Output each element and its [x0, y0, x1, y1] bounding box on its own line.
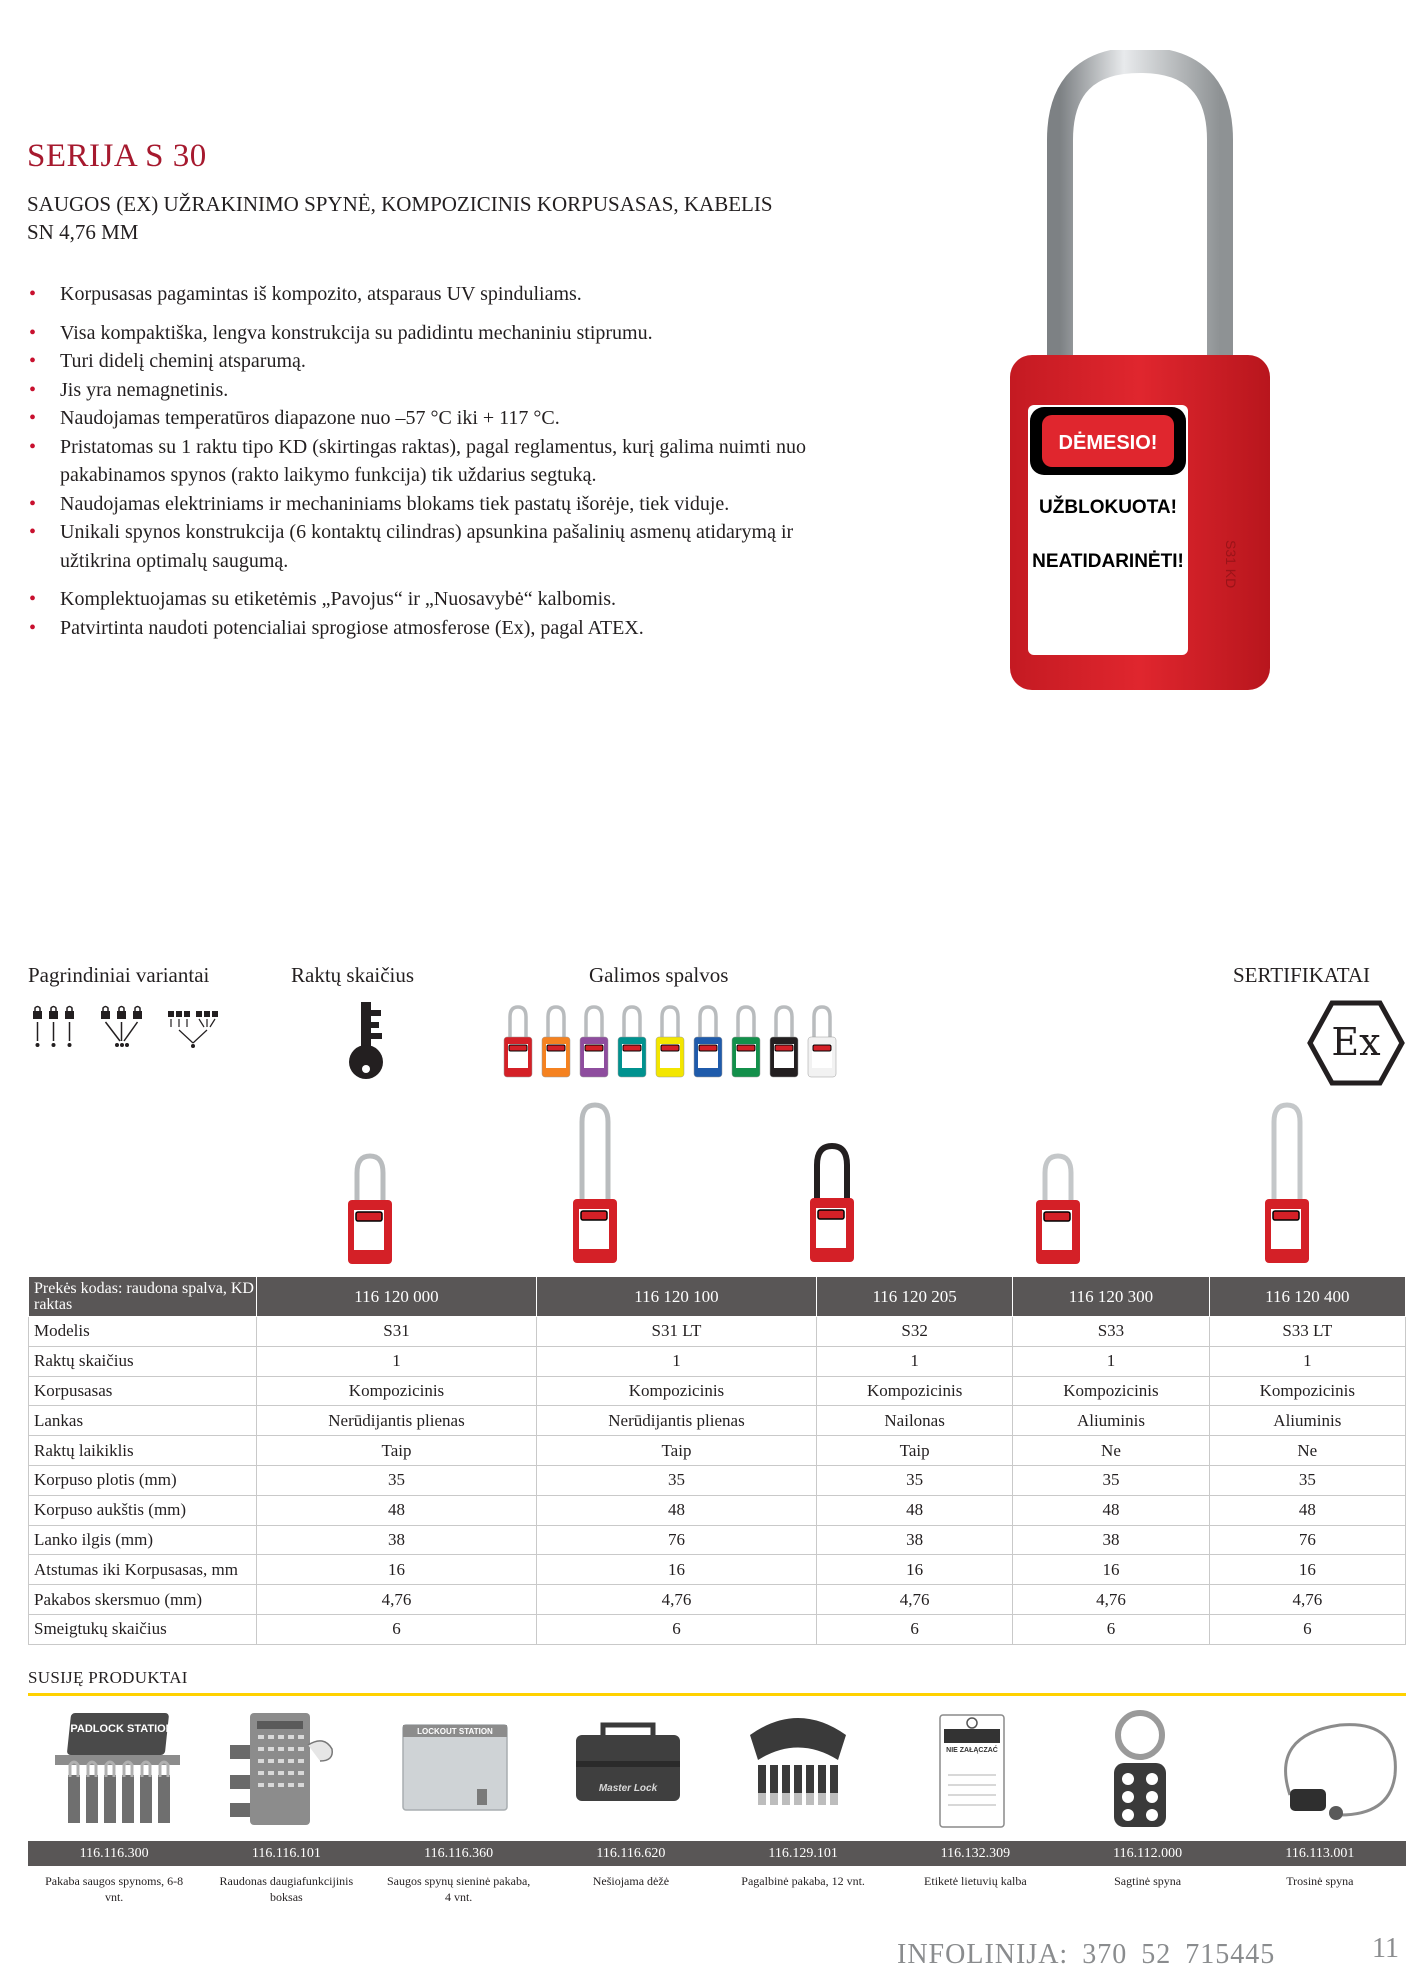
table-cell: 1 [1013, 1346, 1209, 1376]
table-header-row [29, 1277, 1406, 1317]
table-cell: Nerūdijantis plienas [257, 1406, 537, 1436]
table-cell: 6 [816, 1614, 1012, 1644]
feature-item: • Jis yra nemagnetinis. [27, 376, 827, 405]
table-cell: 6 [1209, 1614, 1405, 1644]
row-label: Korpuso aukštis (mm) [29, 1495, 257, 1525]
svg-text:Ex: Ex [1331, 1020, 1381, 1064]
related-img-text: Master Lock [598, 1783, 658, 1794]
product-code: 116 120 205 [816, 1277, 1012, 1317]
feature-item: • Naudojamas temperatūros diapazone nuo –57 °C iki + 117 °C. [27, 404, 827, 433]
table-cell: Kompozicinis [536, 1376, 816, 1406]
table-cell: 76 [1209, 1525, 1405, 1555]
table-cell: 76 [536, 1525, 816, 1555]
variants-heading: Pagrindiniai variantai [28, 963, 210, 987]
product-code: 116 120 000 [257, 1277, 537, 1317]
table-cell: S31 LT [536, 1317, 816, 1347]
feature-item: • Visa kompaktiška, lengva konstrukcija su padidintu mechaniniu stiprumu. [27, 319, 827, 348]
master-keyed-icon [166, 1005, 220, 1049]
table-cell: 6 [257, 1614, 537, 1644]
hero-side-text: S31 KD [1223, 540, 1239, 589]
related-code: 116.129.101 [768, 1846, 838, 1861]
color-swatch-padlock [654, 1003, 686, 1079]
table-cell: Taip [536, 1436, 816, 1466]
related-code: 116.113.001 [1285, 1846, 1355, 1861]
related-code: 116.116.620 [596, 1846, 666, 1861]
table-cell: 16 [257, 1555, 537, 1585]
color-swatch-padlock [730, 1003, 762, 1079]
table-cell: Nailonas [816, 1406, 1012, 1436]
table-row [29, 1614, 1406, 1644]
product-code: 116 120 300 [1013, 1277, 1209, 1317]
row-label: Pakabos skersmuo (mm) [29, 1585, 257, 1615]
portable-box-image [568, 1705, 688, 1825]
table-cell: 16 [536, 1555, 816, 1585]
related-code: 116.116.300 [79, 1846, 149, 1861]
related-img-text: NIE ZAŁĄCZAĆ [946, 1747, 998, 1754]
related-caption: Trosinė spyna [1286, 1874, 1354, 1888]
lock-thumb-s33-lt [1262, 1097, 1312, 1268]
related-codes-bar [28, 1841, 1406, 1866]
table-cell: 35 [536, 1465, 816, 1495]
table-cell: 48 [816, 1495, 1012, 1525]
related-divider [28, 1693, 1406, 1696]
related-caption: Pagalbinė pakaba, 12 vnt. [741, 1874, 865, 1888]
table-cell: Kompozicinis [816, 1376, 1012, 1406]
feature-list [27, 280, 827, 642]
table-row [29, 1465, 1406, 1495]
lock-thumb-s31 [345, 1148, 395, 1268]
color-swatch-padlock [768, 1003, 800, 1079]
table-cell: 4,76 [257, 1585, 537, 1615]
feature-item: • Unikali spynos konstrukcija (6 kontaktų cilindras) apsunkina pašalinių asmenų atidarymą ir užtikrina optimalų saugumą. [27, 518, 827, 575]
table-cell: S31 [257, 1317, 537, 1347]
table-cell: 48 [1013, 1495, 1209, 1525]
related-code: 116.112.000 [1113, 1846, 1183, 1861]
hero-danger-text: DĖMESIO! [1058, 432, 1158, 454]
row-label: Korpusasas [29, 1376, 257, 1406]
variants-icons [30, 1005, 220, 1049]
spec-table [28, 1276, 1406, 1645]
table-cell: Aliuminis [1209, 1406, 1405, 1436]
key-icon [348, 1000, 390, 1080]
related-caption: Saugos spynų sieninė pakaba, 4 vnt. [386, 1874, 531, 1904]
related-caption: Nešiojama dėžė [592, 1874, 670, 1888]
related-caption: Sagtinė spyna [1114, 1874, 1182, 1888]
table-cell: S33 [1013, 1317, 1209, 1347]
spec-table-body [29, 1317, 1406, 1645]
table-cell: 48 [257, 1495, 537, 1525]
cable-lock-image [1250, 1705, 1410, 1835]
table-row [29, 1406, 1406, 1436]
table-header-label: Prekės kodas: raudona spalva, KD raktas [29, 1277, 257, 1317]
lithuanian-tag-image [932, 1705, 1012, 1835]
product-subtitle: SAUGOS (EX) UŽRAKINIMO SPYNĖ, KOMPOZICINIS KORPUSASAS, KABELIS SN 4,76 MM [27, 192, 773, 244]
color-swatch-padlock [540, 1003, 572, 1079]
table-cell: 6 [536, 1614, 816, 1644]
table-row [29, 1346, 1406, 1376]
related-title: SUSIJĘ PRODUKTAI [28, 1668, 188, 1687]
keyed-alike-icon [98, 1005, 146, 1049]
table-cell: 16 [1013, 1555, 1209, 1585]
table-cell: 1 [536, 1346, 816, 1376]
table-cell: Taip [816, 1436, 1012, 1466]
table-cell: Ne [1013, 1436, 1209, 1466]
related-img-text: LOCKOUT STATION [417, 1727, 493, 1736]
series-title: SERIJA S 30 [27, 138, 207, 174]
row-label: Modelis [29, 1317, 257, 1347]
atex-ex-icon [1307, 1000, 1405, 1086]
table-row [29, 1585, 1406, 1615]
hero-label-line2: NEATIDARINĖTI! [1032, 551, 1184, 572]
table-cell: Nerūdijantis plienas [536, 1406, 816, 1436]
related-img-text: PADLOCK STATION [70, 1723, 174, 1735]
table-cell: 1 [816, 1346, 1012, 1376]
table-cell: 1 [257, 1346, 537, 1376]
feature-item: • Turi didelį cheminį atsparumą. [27, 347, 827, 376]
colors-heading: Galimos spalvos [589, 963, 729, 987]
lock-thumb-s32 [805, 1140, 859, 1268]
keyed-different-icon [30, 1005, 78, 1049]
lockout-station-image [395, 1705, 515, 1825]
certificates-heading: SERTIFIKATAI [1233, 963, 1371, 987]
feature-item: • Pristatomas su 1 raktu tipo KD (skirtingas raktas), pagal reglamentus, kurį galima nuimti nuo pakabinamos spynos (rakto laikymo funkcija) tik uždarius segtuką. [27, 433, 827, 490]
related-caption: Etiketė lietuvių kalba [924, 1874, 1027, 1888]
related-code: 116.116.101 [251, 1846, 321, 1861]
lock-thumb-s33 [1033, 1148, 1083, 1268]
table-row [29, 1436, 1406, 1466]
product-code: 116 120 100 [536, 1277, 816, 1317]
footer-infoline: INFOLINIJA: 370 52 715445 [897, 1939, 1276, 1970]
padlock-station-image [50, 1705, 190, 1835]
table-cell: 35 [1209, 1465, 1405, 1495]
keys-heading: Raktų skaičius [291, 963, 415, 987]
table-cell: Kompozicinis [1013, 1376, 1209, 1406]
color-swatch-padlock [616, 1003, 648, 1079]
hero-label-line1: UŽBLOKUOTA! [1039, 497, 1177, 518]
feature-item: • Patvirtinta naudoti potencialiai sprogiose atmosferose (Ex), pagal ATEX. [27, 614, 827, 643]
row-label: Atstumas iki Korpusasas, mm [29, 1555, 257, 1585]
table-row [29, 1495, 1406, 1525]
lock-thumb-s31-lt [570, 1097, 620, 1268]
color-swatch-padlock [692, 1003, 724, 1079]
table-row [29, 1317, 1406, 1347]
table-cell: 6 [1013, 1614, 1209, 1644]
related-code: 116.116.360 [424, 1846, 494, 1861]
color-swatch-padlock [578, 1003, 610, 1079]
table-cell: 16 [1209, 1555, 1405, 1585]
hasp-lock-image [1100, 1705, 1180, 1835]
row-label: Lanko ilgis (mm) [29, 1525, 257, 1555]
table-cell: 4,76 [536, 1585, 816, 1615]
table-cell: 38 [257, 1525, 537, 1555]
table-cell: 35 [257, 1465, 537, 1495]
color-swatch-padlock [806, 1003, 838, 1079]
table-cell: 1 [1209, 1346, 1405, 1376]
table-cell: 38 [1013, 1525, 1209, 1555]
table-cell: 48 [1209, 1495, 1405, 1525]
feature-item: • Korpusasas pagamintas iš kompozito, atsparaus UV spinduliams. [27, 280, 827, 309]
table-cell: 35 [816, 1465, 1012, 1495]
table-cell: S33 LT [1209, 1317, 1405, 1347]
related-code: 116.132.309 [940, 1846, 1011, 1861]
row-label: Korpuso plotis (mm) [29, 1465, 257, 1495]
table-cell: 4,76 [816, 1585, 1012, 1615]
feature-item: • Komplektuojamas su etiketėmis „Pavojus“ ir „Nuosavybė“ kalbomis. [27, 585, 827, 614]
table-row [29, 1376, 1406, 1406]
table-cell: Ne [1209, 1436, 1405, 1466]
row-label: Raktų skaičius [29, 1346, 257, 1376]
table-row [29, 1525, 1406, 1555]
feature-item: • Naudojamas elektriniams ir mechaniniams blokams tiek pastatų išorėje, tiek viduje. [27, 490, 827, 519]
product-code: 116 120 400 [1209, 1277, 1405, 1317]
table-cell: S32 [816, 1317, 1012, 1347]
table-cell: Aliuminis [1013, 1406, 1209, 1436]
table-cell: Kompozicinis [257, 1376, 537, 1406]
table-cell: 48 [536, 1495, 816, 1525]
table-row [29, 1555, 1406, 1585]
related-caption: Raudonas daugiafunkcijinis boksas [219, 1874, 354, 1904]
multifunction-box-image [222, 1705, 342, 1835]
color-swatch-padlock [502, 1003, 534, 1079]
hero-padlock-image [990, 50, 1290, 700]
table-cell: 38 [816, 1525, 1012, 1555]
page-number: 11 [1372, 1933, 1399, 1964]
helper-rack-image [738, 1705, 858, 1835]
color-swatches [502, 1003, 838, 1079]
row-label: Lankas [29, 1406, 257, 1436]
row-label: Raktų laikiklis [29, 1436, 257, 1466]
table-cell: 4,76 [1013, 1585, 1209, 1615]
table-cell: 16 [816, 1555, 1012, 1585]
table-cell: 4,76 [1209, 1585, 1405, 1615]
row-label: Smeigtukų skaičius [29, 1614, 257, 1644]
related-caption: Pakaba saugos spynoms, 6-8 vnt. [45, 1874, 184, 1904]
table-cell: 35 [1013, 1465, 1209, 1495]
table-cell: Kompozicinis [1209, 1376, 1405, 1406]
table-cell: Taip [257, 1436, 537, 1466]
